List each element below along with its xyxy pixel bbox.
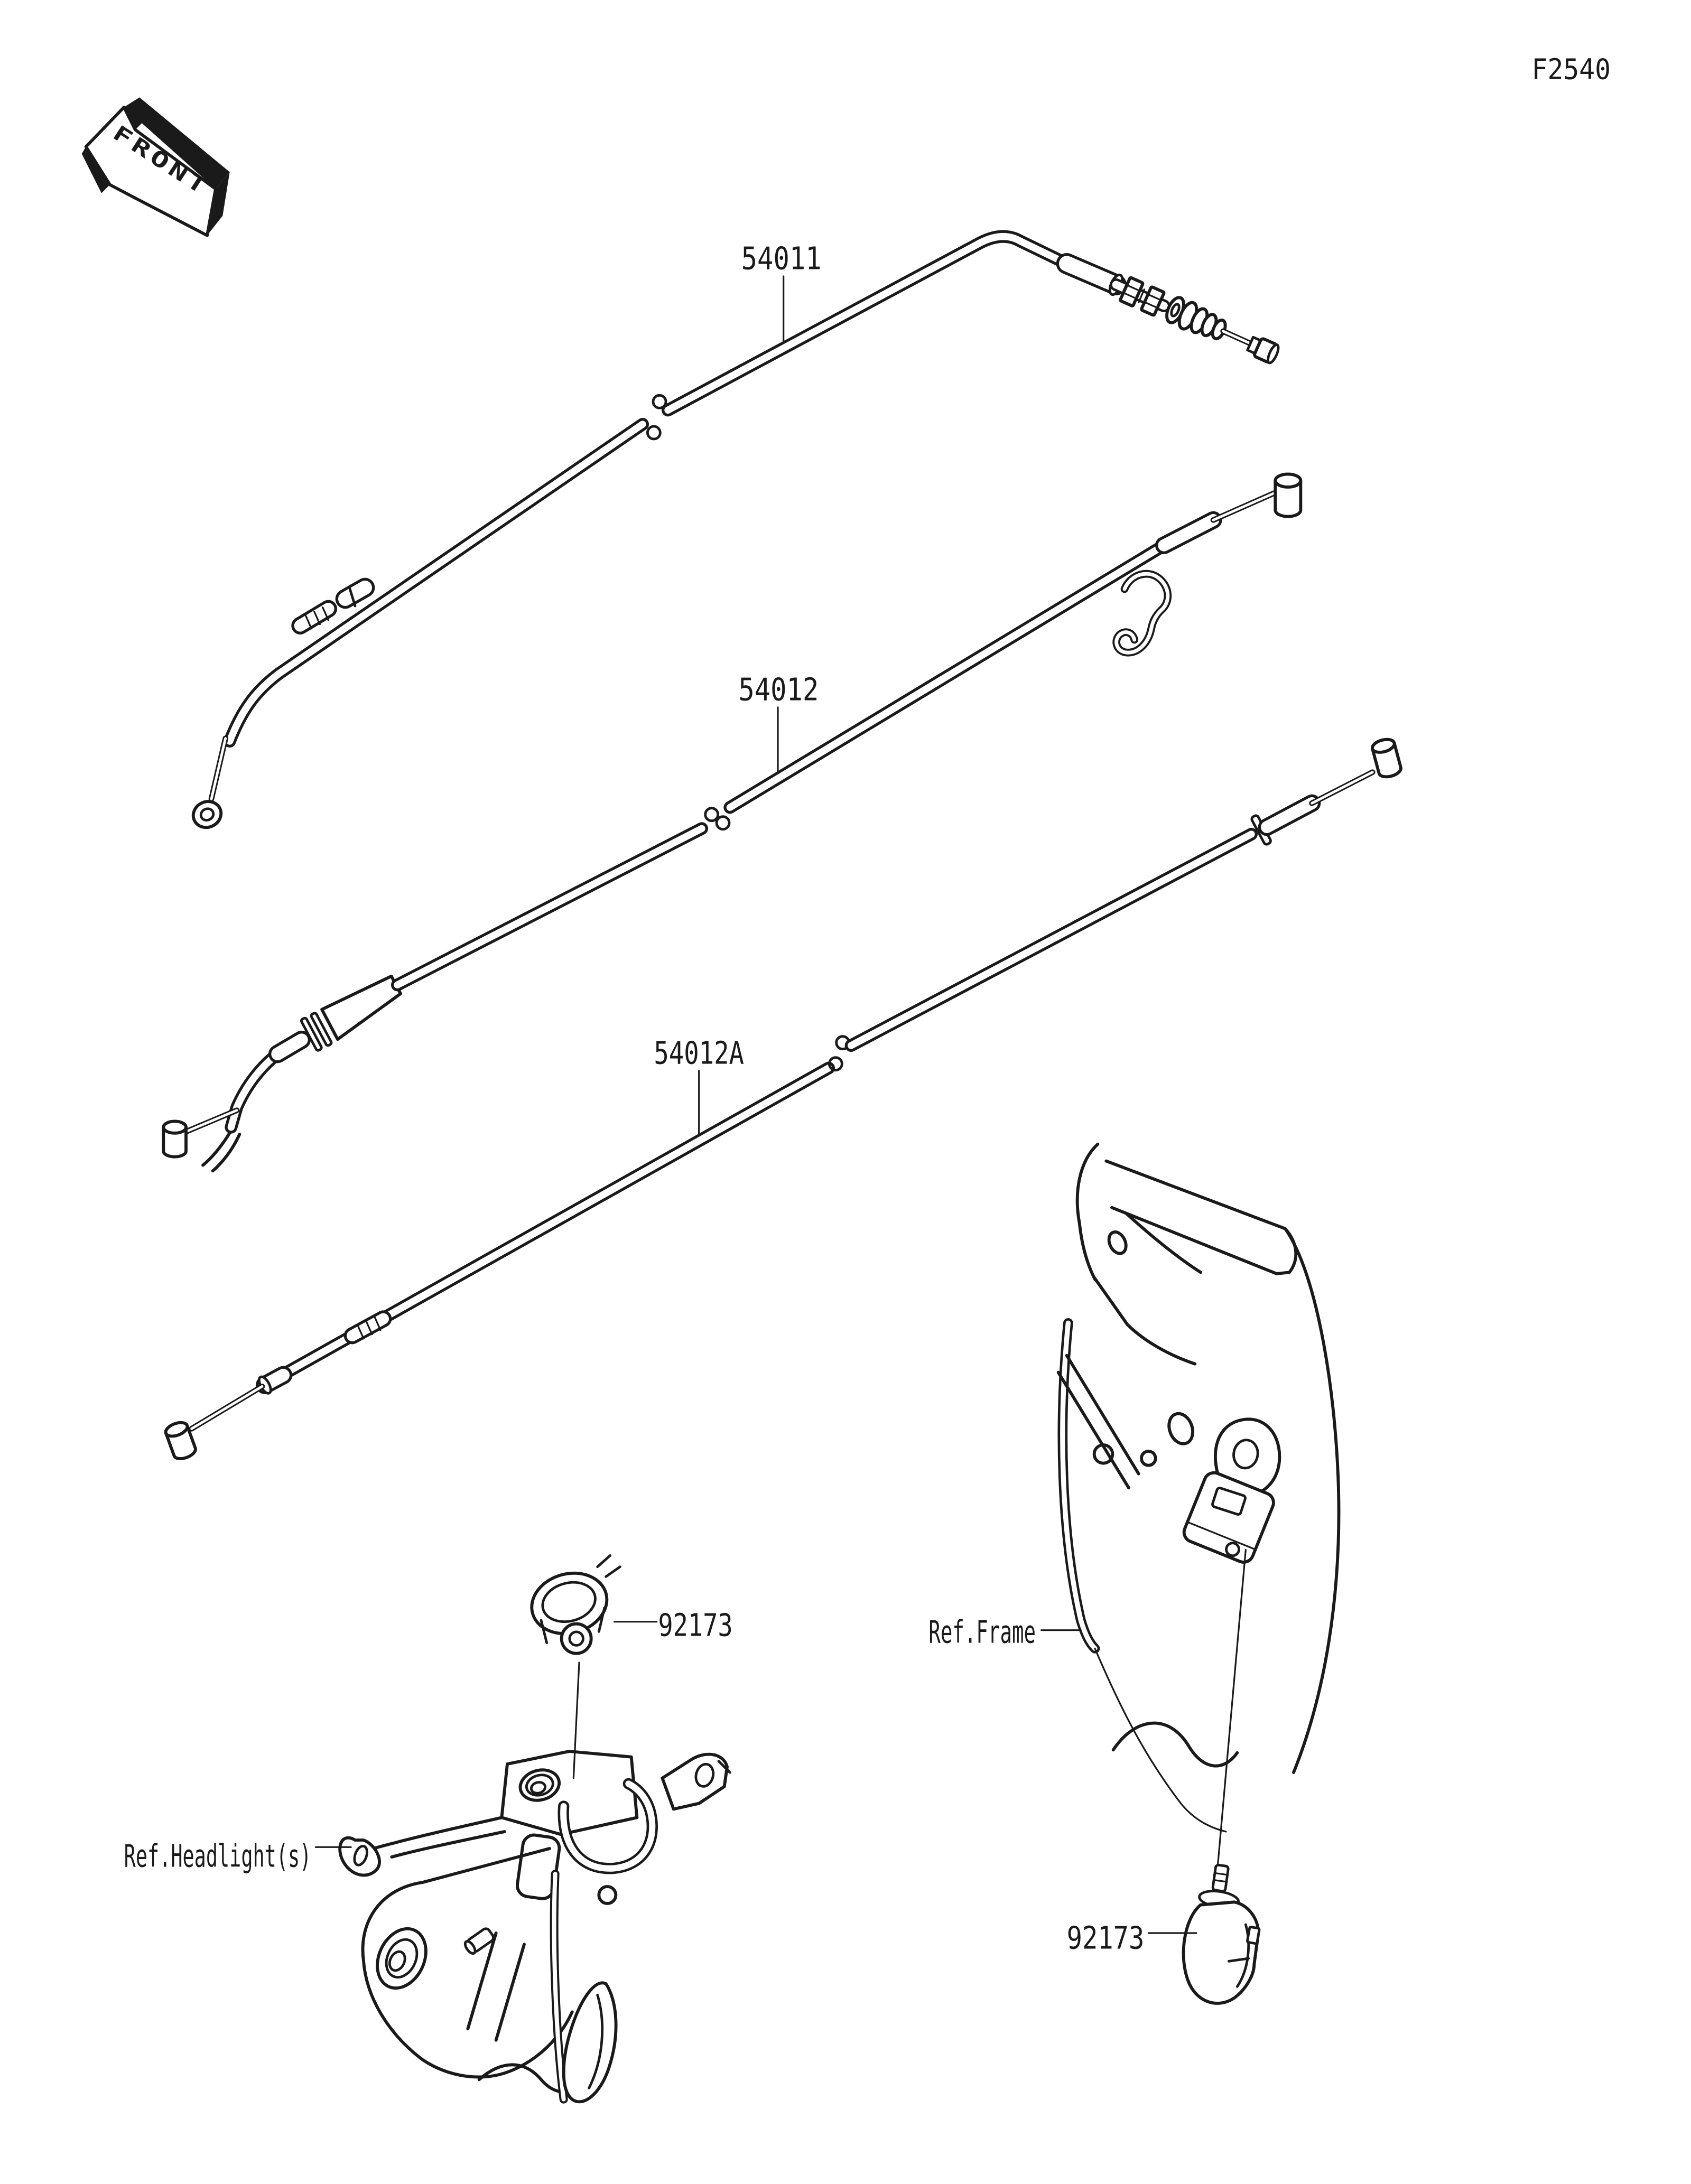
part-label-54011[interactable]: 54011 <box>741 240 822 277</box>
part-label-54012a[interactable]: 54012A <box>654 1035 744 1071</box>
cable-54012a-drawing <box>164 737 1402 1461</box>
part-label-92173-lower[interactable]: 92173 <box>1066 1920 1145 1956</box>
front-direction-arrow-icon <box>82 97 230 235</box>
clamp-92173-upper-drawing <box>525 1555 620 1653</box>
ref-headlight-label: Ref.Headlight(s) <box>124 1838 312 1874</box>
clamp-92173-lower-drawing <box>1184 1865 1260 2003</box>
ref-frame-label: Ref.Frame <box>928 1614 1036 1650</box>
headlight-bracket-drawing <box>340 1751 730 2102</box>
part-label-92173-upper[interactable]: 92173 <box>658 1607 733 1644</box>
page-code: F2540 <box>1531 52 1611 86</box>
leader-line-bracket-to-clamp <box>1218 1550 1246 1869</box>
leader-line-clamp-to-bracket <box>573 1663 579 1778</box>
frame-reference-drawing <box>1058 1144 1339 1832</box>
front-arrow-label: FRONT <box>108 120 187 184</box>
part-label-54012[interactable]: 54012 <box>738 671 819 708</box>
cable-54011-drawing <box>189 237 1280 832</box>
